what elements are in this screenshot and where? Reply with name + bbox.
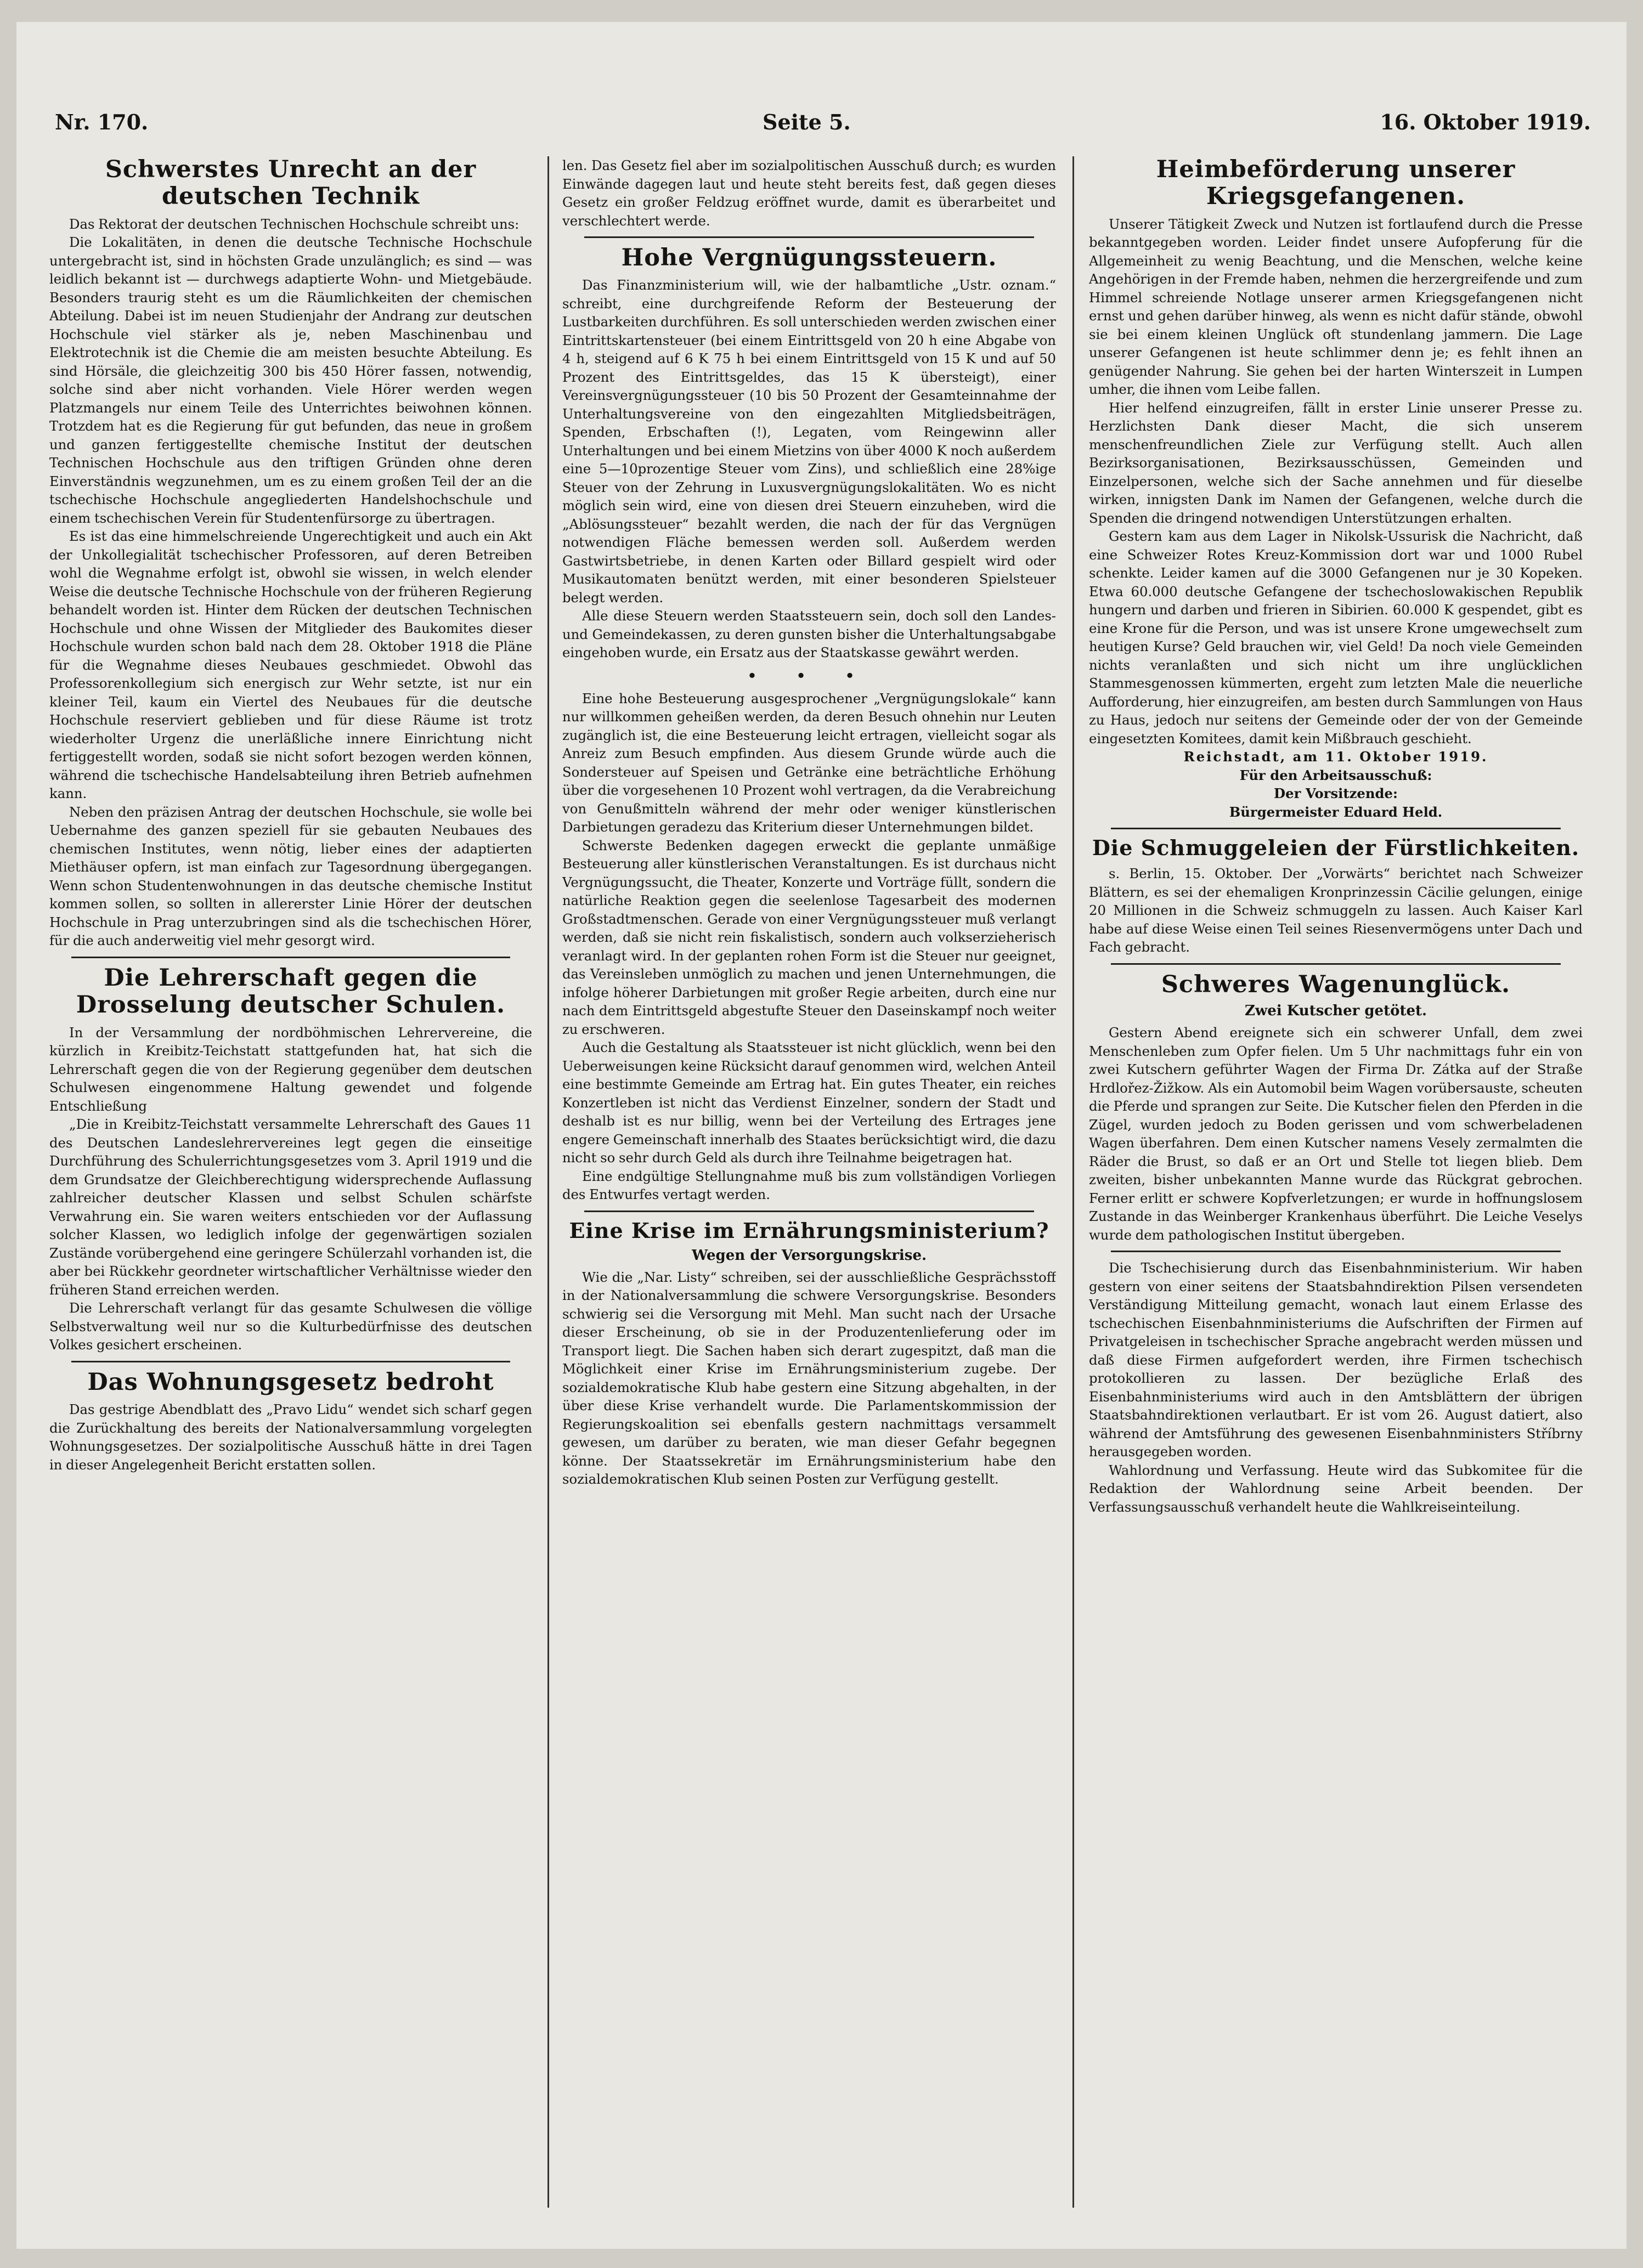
masthead <box>55 110 1591 148</box>
signature-place-date: Reichstadt, am 11. Oktober 1919. <box>1183 749 1488 765</box>
article-divider <box>1111 828 1561 829</box>
article-divider <box>71 957 510 958</box>
article-paragraph: Gestern Abend ereignete sich ein schwerer Unfall, dem zwei Menschenleben zum Opfer fielen. Um 5 Uhr nachmittags fuhr ein von zwei Kutschern geführter Wagen der Firma Dr. Zátka auf der Straße Hrdlořez-Žižkow. Als ein Automobil beim Wagen vorübersauste, scheuten die Pferde und sprangen zur Seite. Die Kutscher fielen den Pferden in die Zügel, wurden jedoch zu Boden gerissen und vom schwerbeladenen Wagen überfahren. Dem einen Kutscher namens Vesely zermalmten die Räder die Brust, so daß er an Ort und Stelle tot liegen blieb. Dem zweiten, bisher unbekannten Manne wurde das Rückgrat gebrochen. Ferner erlitt er schwere Kopfverletzungen; er wurde in hoffnungslosem Zustande in das Weinberger Krankenhaus überführt. Die Leiche Veselys wurde dem pathologischen Institut übergeben. <box>1089 1025 1583 1243</box>
article-paragraph: s. Berlin, 15. Oktober. Der „Vorwärts“ berichtet nach Schweizer Blättern, es sei der ehemaligen Kronprinzessin Cäcilie gelungen, einige 20 Millionen in die Schweiz schmuggeln zu lassen. Auch Kaiser Karl habe auf diese Weise einen Teil seines Riesenvermögens unter Dach und Fach gebracht. <box>1089 866 1583 955</box>
article-subtitle: Zwei Kutscher getötet. <box>1244 1003 1427 1019</box>
article-paragraph: Es ist das eine himmelschreiende Ungerechtigkeit und auch ein Akt der Unkollegialität tschechischer Professoren, auf deren Betreiben wohl die Wegnahme erfolgt ist, obwohl sie wissen, in welch elender Weise die deutsche Technische Hochschule von der früheren Regierung behandelt worden ist. Hinter dem Rücken der deutschen Technischen Hochschule und ohne Wissen der Mitglieder des Baukomites dieser Hochschule wurden schon bald nach dem 28. Oktober 1918 die Pläne für die Wegnahme dieses Neubaues geschmiedet. Obwohl das Professorenkollegium sich energisch zur Wehr setzte, ist nur ein kleiner Teil, kaum ein Viertel des Neubaues für die deutsche Hochschule reserviert geblieben und für diese Räume ist trotz wiederholter Urgenz die unerläßliche innere Einrichtung nicht fertiggestellt worden, sodaß sie nicht sofort bezogen werden können, während die tschechische Handelsabteilung ihren Betrieb aufnehmen kann. <box>49 528 532 802</box>
article-paragraph: Hier helfend einzugreifen, fällt in erster Linie unserer Presse zu. Herzlichsten Dank dieser Macht, die sich unserem menschenfreundlichen Ziele zur Verfügung stellt. Auch allen Bezirksorganisationen, Bezirksausschüssen, Gemeinden und Einzelpersonen, welche sich der Sache annehmen und für dieselbe wirken, innigsten Dank im Namen der Gefangenen, welche durch die Spenden die dringend notwendigen Unterstützungen erhalten. <box>1089 399 1583 526</box>
article-continuation: len. Das Gesetz fiel aber im sozialpolitischen Ausschuß durch; es wurden Einwände dagegen laut und heute steht bereits fest, daß gegen dieses Gesetz ein großer Feldzug eröffnet wurde, damit es überarbeitet und verschlechtert werde. <box>562 157 1056 229</box>
column-rule <box>547 156 549 2208</box>
article-paragraph: Das Rektorat der deutschen Technischen Hochschule schreibt uns: <box>69 216 520 232</box>
article-paragraph: Das gestrige Abendblatt des „Pravo Lidu“ wendet sich scharf gegen die Zurückhaltung des bereits der Nationalversammlung vorgelegten Wohnungsgesetzes. Der sozialpolitische Ausschuß hätte in drei Tagen in dieser Angelegenheit Bericht erstatten sollen. <box>49 1401 532 1473</box>
article-paragraph: Wie die „Nar. Listy“ schreiben, sei der ausschließliche Gesprächsstoff in der Nationalversammlung die schwere Versorgungskrise. Besonders schwierig sei die Versorgung mit Mehl. Man sucht nach der Ursache dieser Erscheinung, ob sie in der Produzentenlieferung oder im Transport liegt. Die Sachen haben sich derart zugespitzt, daß man die Möglichkeit einer Krise im Ernährungsministerium zugebe. Der sozialdemokratische Klub habe gestern eine Sitzung abgehalten, in der über diese Krise verhandelt wurde. Die Parlamentskommission der Regierungskoalition sei ebenfalls gestern nachmittags versammelt gewesen, um darüber zu beraten, wie man dieser Gefahr begegnen könne. Der Staatssekretär im Ernährungsministerium habe den sozialdemokratischen Klub seinen Posten zur Verfügung gestellt. <box>562 1269 1056 1488</box>
article-paragraph: „Die in Kreibitz-Teichstatt versammelte Lehrerschaft des Gaues 11 des Deutschen Landeslehrervereines legt gegen die einseitige Durchführung des Schulerrichtungsgesetzes vom 3. April 1919 und die dem Grundsatze der Gleichberechtigung widersprechende Auflassung zahlreicher deutscher Klassen und selbst Schulen schärfste Verwahrung ein. Sie waren weiters entschieden vor der Auflassung solcher Klassen, wo lediglich infolge der gegenwärtigen sozialen Zustände vorübergehend eine geringere Schülerzahl vorhanden ist, die aber bei Rückkehr geordneter wirtschaftlicher Verhältnisse wieder den früheren Stand erreichen werden. <box>49 1116 532 1298</box>
article-title: Heimbeförderung unserer Kriegsgefangenen. <box>1156 156 1516 211</box>
article-divider <box>584 1211 1034 1212</box>
article-title: Die Schmuggeleien der Fürstlichkeiten. <box>1092 835 1580 861</box>
article-divider <box>1111 1251 1561 1252</box>
article-paragraph: Eine endgültige Stellungnahme muß bis zum vollständigen Vorliegen des Entwurfes vertagt werden. <box>562 1168 1056 1203</box>
article-divider <box>584 236 1034 238</box>
article-paragraph: Auch die Gestaltung als Staatssteuer ist nicht glücklich, wenn bei den Ueberweisungen keine Rücksicht darauf genommen wird, welchen Anteil eine bestimmte Gemeinde am Ertrag hat. Ein gutes Theater, ein reiches Konzertleben ist nicht das Verdienst Einzelner, sondern der Stadt und deshalb ist es nur billig, wenn bei der Verteilung des Ertrages jene engere Gemeinschaft innerhalb des Staates berücksichtigt wird, die dazu nicht so sehr durch Geld als durch ihre Teilnahme beigetragen hat. <box>562 1039 1056 1166</box>
article-divider <box>71 1361 510 1362</box>
article-paragraph: In der Versammlung der nordböhmischen Lehrervereine, die kürzlich in Kreibitz-Teichstatt stattgefunden hat, hat sich die Lehrerschaft gegen die von der Regierung gegenüber dem deutschen Schulwesen eingenommene Haltung gewendet und folgende Entschließung <box>49 1024 532 1114</box>
article-paragraph: Gestern kam aus dem Lager in Nikolsk-Ussurisk die Nachricht, daß eine Schweizer Rotes Kreuz-Kommission dort war und 1000 Rubel schenkte. Leider kamen auf die 3000 Gefangenen nur je 30 Kopeken. Etwa 60.000 deutsche Gefangene der tschechoslowakischen Republik hungern und darben und frieren in Sibirien. 60.000 K gespendet, gibt es eine Krone für die Person, und was ist unsere Krone umgewechselt zum heutigen Kurse? Geld brauchen wir, viel Geld! Da noch viele Gemeinden nichts veranlaßten und sich nicht um ihre unglücklichen Stammesgenossen kümmerten, ergeht zum letzten Male die neuerliche Aufforderung, hier einzugreifen, am besten durch Sammlungen von Haus zu Haus, jedoch nur seitens der Gemeinde oder der von der Gemeinde eingesetzten Komitees, damit kein Mißbrauch geschieht. <box>1089 528 1583 746</box>
column-rule <box>1072 156 1074 2208</box>
column-2 <box>562 156 1056 2219</box>
article-title: Hohe Vergnügungssteuern. <box>621 244 997 272</box>
issue-date: 16. Oktober 1919. <box>1380 110 1591 134</box>
signature-line: Der Vorsitzende: <box>1274 785 1398 802</box>
column-1 <box>49 156 532 2219</box>
article-paragraph: Die Tschechisierung durch das Eisenbahnministerium. Wir haben gestern von einer seitens der Staatsbahndirektion Pilsen versendeten Verständigung Mitteilung gemacht, wonach laut einem Erlasse des tschechischen Eisenbahnministeriums die Aufschriften der Firmen auf Privatgeleisen in tschechischer Sprache angebracht werden müssen und daß diese Firmen aufgefordert werden, ihre Firmen tschechisch protokollieren zu lassen. Der bezügliche Erlaß des Eisenbahnministeriums wird auch in den Amtsblättern der übrigen Staatsbahndirektionen verlautbart. Er ist vom 26. August datiert, also während der Amtsführung des gewesenen Eisenbahnministers Stříbrny herausgegeben worden. <box>1089 1260 1583 1460</box>
article-paragraph: Unserer Tätigkeit Zweck und Nutzen ist fortlaufend durch die Presse bekanntgegeben worden. Leider findet unsere Aufopferung für die Allgemeinheit zu wenig Beachtung, und die Menschen, welche keine Angehörigen in der Fremde haben, nehmen die herzergreifende und zum Himmel schreiende Notlage unserer armen Kriegsgefangenen nicht ernst und gehen darüber hinweg, als wenn es nicht dafür stände, obwohl sie bei einem kleinen Unglück oft stundenlang jammern. Die Lage unserer Gefangenen ist heute schlimmer denn je; es fehlt ihnen an genügender Nahrung. Sie gehen bei der harten Winterszeit in Lumpen umher, die ihnen vom Leibe fallen. <box>1089 216 1583 398</box>
article-title: Schwerstes Unrecht an der deutschen Technik <box>105 156 477 211</box>
article-paragraph: Die Lokalitäten, in denen die deutsche Technische Hochschule untergebracht ist, sind in höchsten Grade unzulänglich; es sind — was leidlich bekannt ist — durchwegs adaptierte Wohn- und Mietgebäude. Besonders traurig steht es um die Räumlichkeiten der chemischen Abteilung. Dabei ist im neuen Studienjahr der Andrang zur deutschen Hochschule viel stärker als je, neben Maschinenbau und Elektrotechnik ist die Chemie die am meisten besuchte Abteilung. Es sind Hörsäle, die gleichzeitig 300 bis 450 Hörer fassen, notwendig, solche sind aber nicht vorhanden. Viele Hörer werden wegen Platzmangels nur einem Teile des Unterrichtes beiwohnen können. Trotzdem hat es die Regierung für gut befunden, das neue in großem und ganzen fertiggestellte chemische Institut der deutschen Technischen Hochschule aus den triftigen Gründen ohne deren Einverständnis wegzunehmen, um es zu einem großen Teil der an die tschechische Hochschule angegliederten Handelshochschule und einem tschechischen Verein für Studentenfürsorge zu übertragen. <box>49 234 532 526</box>
article-title: Das Wohnungsgesetz bedroht <box>87 1368 494 1396</box>
article-paragraph: Wahlordnung und Verfassung. Heute wird das Subkomitee für die Redaktion der Wahlordnung seine Arbeit beenden. Der Verfassungsausschuß verhandelt heute die Wahlkreiseinteilung. <box>1089 1462 1583 1515</box>
article-subtitle: Wegen der Versorgungskrise. <box>691 1247 927 1264</box>
newspaper-page <box>16 22 1627 2249</box>
article-paragraph: Die Lehrerschaft verlangt für das gesamte Schulwesen die völlige Selbstverwaltung weil nur so die Kulturbedürfnisse des deutschen Volkes gesichert erscheinen. <box>49 1300 532 1353</box>
article-paragraph: Schwerste Bedenken dagegen erweckt die geplante unmäßige Besteuerung aller künstlerischen Veranstaltungen. Es ist durchaus nicht Vergnügungssucht, die Theater, Konzerte und Vorträge füllt, sondern die natürliche Reaktion gegen die seelenlose Tagesarbeit des modernen Großstadtmenschen. Gerade von einer Vergnügungssteuer muß verlangt werden, daß sie nicht rein fiskalistisch, sondern auch volkserzieherisch veranlagt wird. In der geplanten rohen Form ist die Steuer nur geeignet, das Vereinsleben unmöglich zu machen und jenen Unternehmungen, die infolge höherer Darbietungen mit großer Regie arbeiten, durch eine nur nach dem Eintrittsgeld abgestufte Steuer den Daseinskampf noch weiter zu erschweren. <box>562 837 1056 1037</box>
issue-number: Nr. 170. <box>55 110 149 134</box>
signature-line: Für den Arbeitsausschuß: <box>1239 767 1432 783</box>
section-separator: • • • <box>747 665 872 686</box>
article-title: Eine Krise im Ernährungsministerium? <box>569 1218 1049 1243</box>
article-paragraph: Eine hohe Besteuerung ausgesprochener „Vergnügungslokale“ kann nur willkommen geheißen werden, da deren Besuch ohnehin nur Leuten zugänglich ist, die eine Besteuerung leicht ertragen, vielleicht sogar als Anreiz zum Besuch empfinden. Aus diesem Grunde würde auch die Sondersteuer auf Speisen und Getränke eine beträchtliche Erhöhung über die vorgesehenen 10 Prozent wohl vertragen, da die Verabreichung von Genußmitteln während der mehr oder weniger künstlerischen Darbietungen geradezu das Kriterium dieser Unternehmungen bildet. <box>562 690 1056 835</box>
article-title: Die Lehrerschaft gegen die Drosselung deutscher Schulen. <box>76 964 506 1019</box>
page-number: Seite 5. <box>763 110 851 134</box>
article-divider <box>1111 963 1561 965</box>
signature-name: Bürgermeister Eduard Held. <box>1229 804 1443 820</box>
article-paragraph: Das Finanzministerium will, wie der halbamtliche „Ustr. oznam.“ schreibt, eine durchgreifende Reform der Besteuerung der Lustbarkeiten durchführen. Es soll unterschieden werden zwischen einer Eintrittskartensteuer (bei einem Eintrittsgeld von 20 h eine Abgabe von 4 h, steigend auf 6 K 75 h bei einem Eintrittsgeld von 15 K und auf 50 Prozent des Eintrittsgeldes, das 15 K übersteigt), einer Vereinsvergnügungssteuer (10 bis 50 Prozent der Gesamteinnahme der Unterhaltungsvereine von den eingezahlten Mitgliedsbeiträgen, Spenden, Erbschaften (!), Legaten, vom Reingewinn aller Unterhaltungen und bei einem Mietzins von über 4000 K noch außerdem eine 5—10prozentige Steuer vom Zins), und schließlich eine 28%ige Steuer von der Zehrung in Luxusvergnügungslokalitäten. Wo es nicht möglich sein wird, eine von diesen drei Steuern einzuheben, wird die „Ablösungssteuer“ bezahlt werden, die nach der für das Vergnügen notwendigen Fläche bemessen werden soll. Außerdem werden Gastwirtsbetriebe, in denen Karten oder Billard gespielt wird oder Musikautomaten benützt werden, mit einer besonderen Spielsteuer belegt werden. <box>562 277 1056 606</box>
article-paragraph: Alle diese Steuern werden Staatssteuern sein, doch soll den Landes- und Gemeindekassen, zu deren gunsten bisher die Unterhaltungsabgabe eingehoben wurde, ein Ersatz aus der Staatskasse gewährt werden. <box>562 608 1056 661</box>
article-paragraph: Neben den präzisen Antrag der deutschen Hochschule, sie wolle bei Uebernahme des ganzen speziell für sie gebauten Neubaues des chemischen Institutes, wenn nötig, lieber eines der adaptierten Miethäuser opfern, ist man einfach zur Tagesordnung übergegangen. Wenn schon Studentenwohnungen in das deutsche chemische Institut kommen sollen, so sollten in allererster Linie Hörer der deutschen Hochschule in Prag unterzubringen sind als die tschechischen Hörer, für die auch anderweitig viel mehr gesorgt wird. <box>49 804 532 949</box>
article-title: Schweres Wagenunglück. <box>1161 970 1511 998</box>
column-3 <box>1089 156 1583 2219</box>
